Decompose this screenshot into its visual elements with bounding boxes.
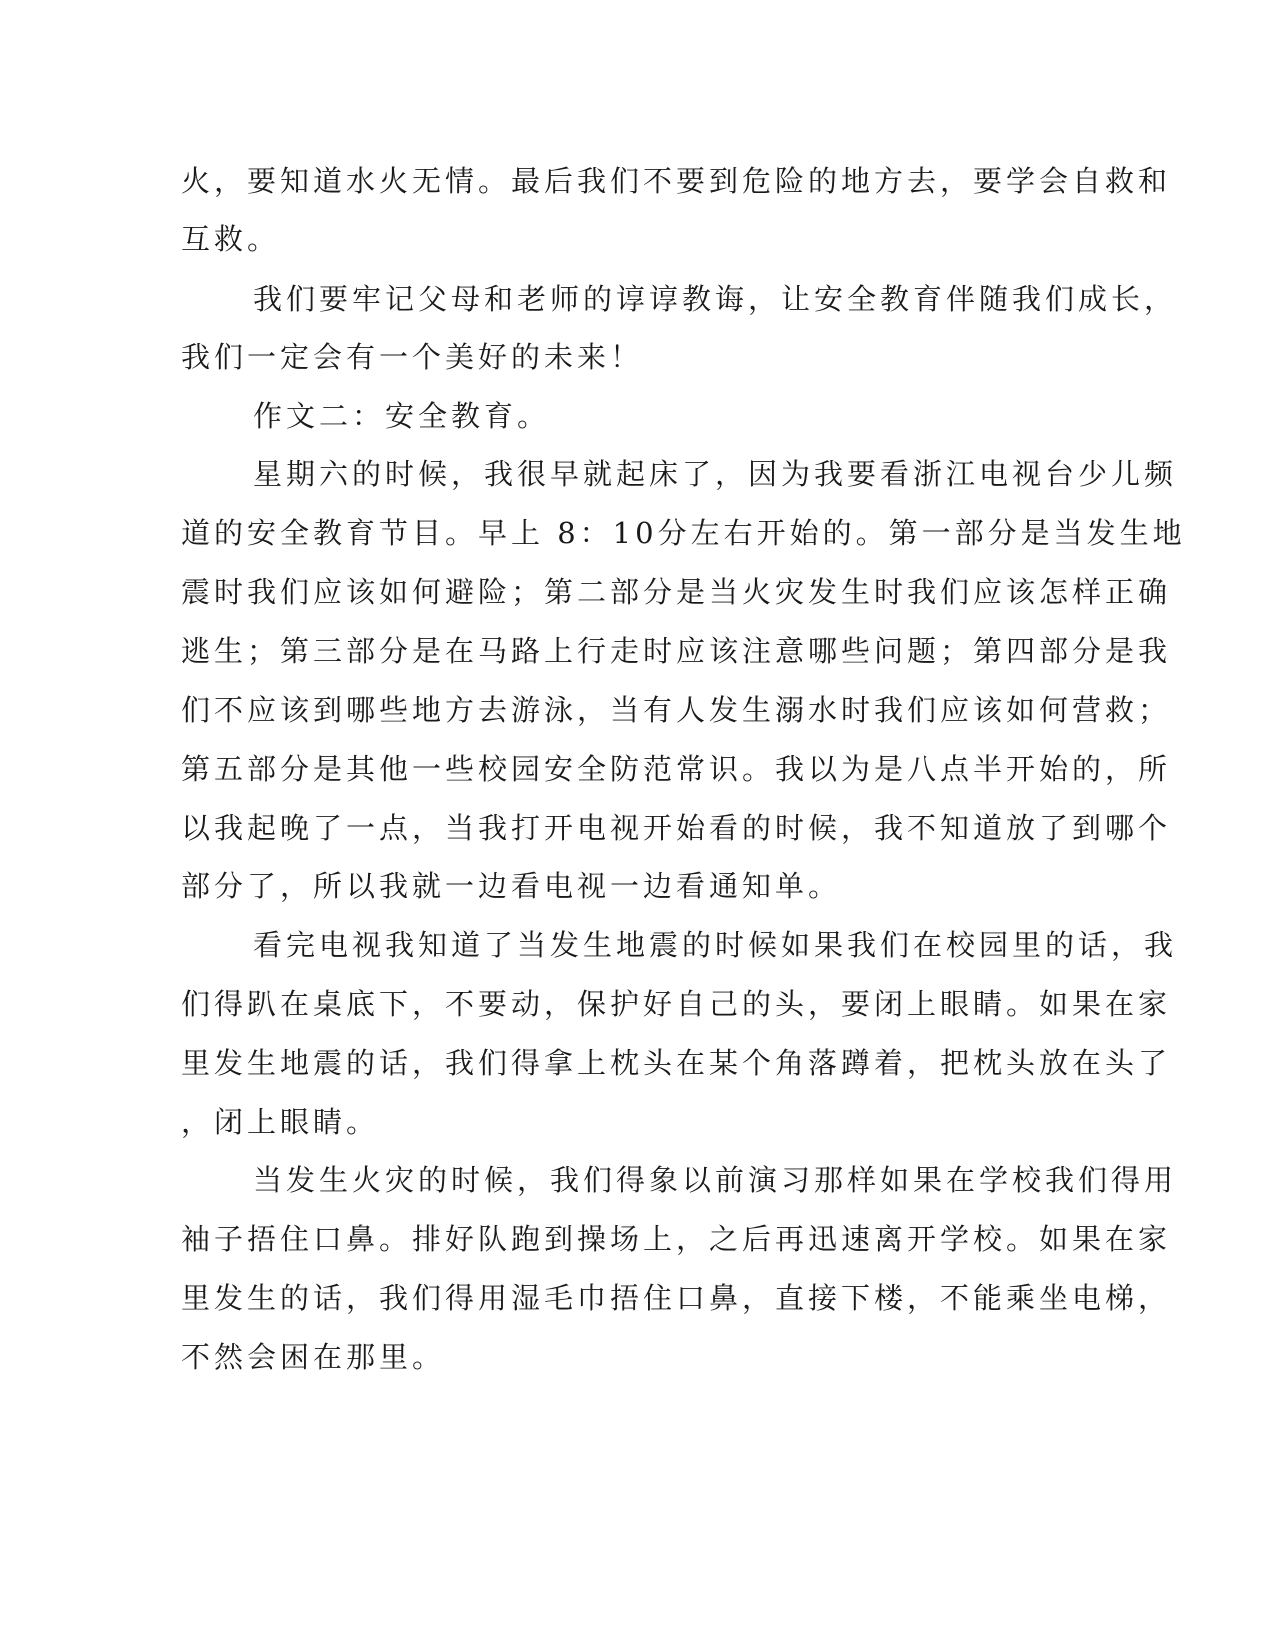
text-line: 互救。 (181, 222, 281, 256)
text-line: 我们要牢记父母和老师的谆谆教诲，让安全教育伴随我们成长， (253, 282, 1178, 316)
text-line: 火，要知道水火无情。最后我们不要到危险的地方去，要学会自救和 (181, 164, 1172, 198)
text-line: 看完电视我知道了当发生地震的时候如果我们在校园里的话，我 (253, 928, 1178, 962)
text-line: 道的安全教育节目。早上 8：10分左右开始的。第一部分是当发生地 (181, 516, 1186, 550)
text-line: 以我起晚了一点，当我打开电视开始看的时候，我不知道放了到哪个 (181, 811, 1172, 845)
text-line: ，闭上眼睛。 (181, 1105, 380, 1139)
text-line: 部分了，所以我就一边看电视一边看通知单。 (181, 869, 842, 903)
text-line: 们得趴在桌底下，不要动，保护好自己的头，要闭上眼睛。如果在家 (181, 987, 1172, 1021)
text-line: 作文二：安全教育。 (253, 399, 551, 433)
text-line: 逃生；第三部分是在马路上行走时应该注意哪些问题；第四部分是我 (181, 634, 1172, 668)
text-line: 们不应该到哪些地方去游泳，当有人发生溺水时我们应该如何营救； (181, 693, 1172, 727)
text-line: 不然会困在那里。 (181, 1340, 446, 1374)
text-line: 第五部分是其他一些校园安全防范常识。我以为是八点半开始的，所 (181, 752, 1172, 786)
text-line: 里发生地震的话，我们得拿上枕头在某个角落蹲着，把枕头放在头了 (181, 1046, 1172, 1080)
text-line: 当发生火灾的时候，我们得象以前演习那样如果在学校我们得用 (253, 1163, 1178, 1197)
text-line: 星期六的时候，我很早就起床了，因为我要看浙江电视台少儿频 (253, 457, 1178, 491)
text-line: 震时我们应该如何避险；第二部分是当火灾发生时我们应该怎样正确 (181, 575, 1172, 609)
text-line: 袖子捂住口鼻。排好队跑到操场上，之后再迅速离开学校。如果在家 (181, 1222, 1172, 1256)
text-line: 里发生的话，我们得用湿毛巾捂住口鼻，直接下楼，不能乘坐电梯， (181, 1281, 1172, 1315)
text-line: 我们一定会有一个美好的未来！ (181, 340, 644, 374)
